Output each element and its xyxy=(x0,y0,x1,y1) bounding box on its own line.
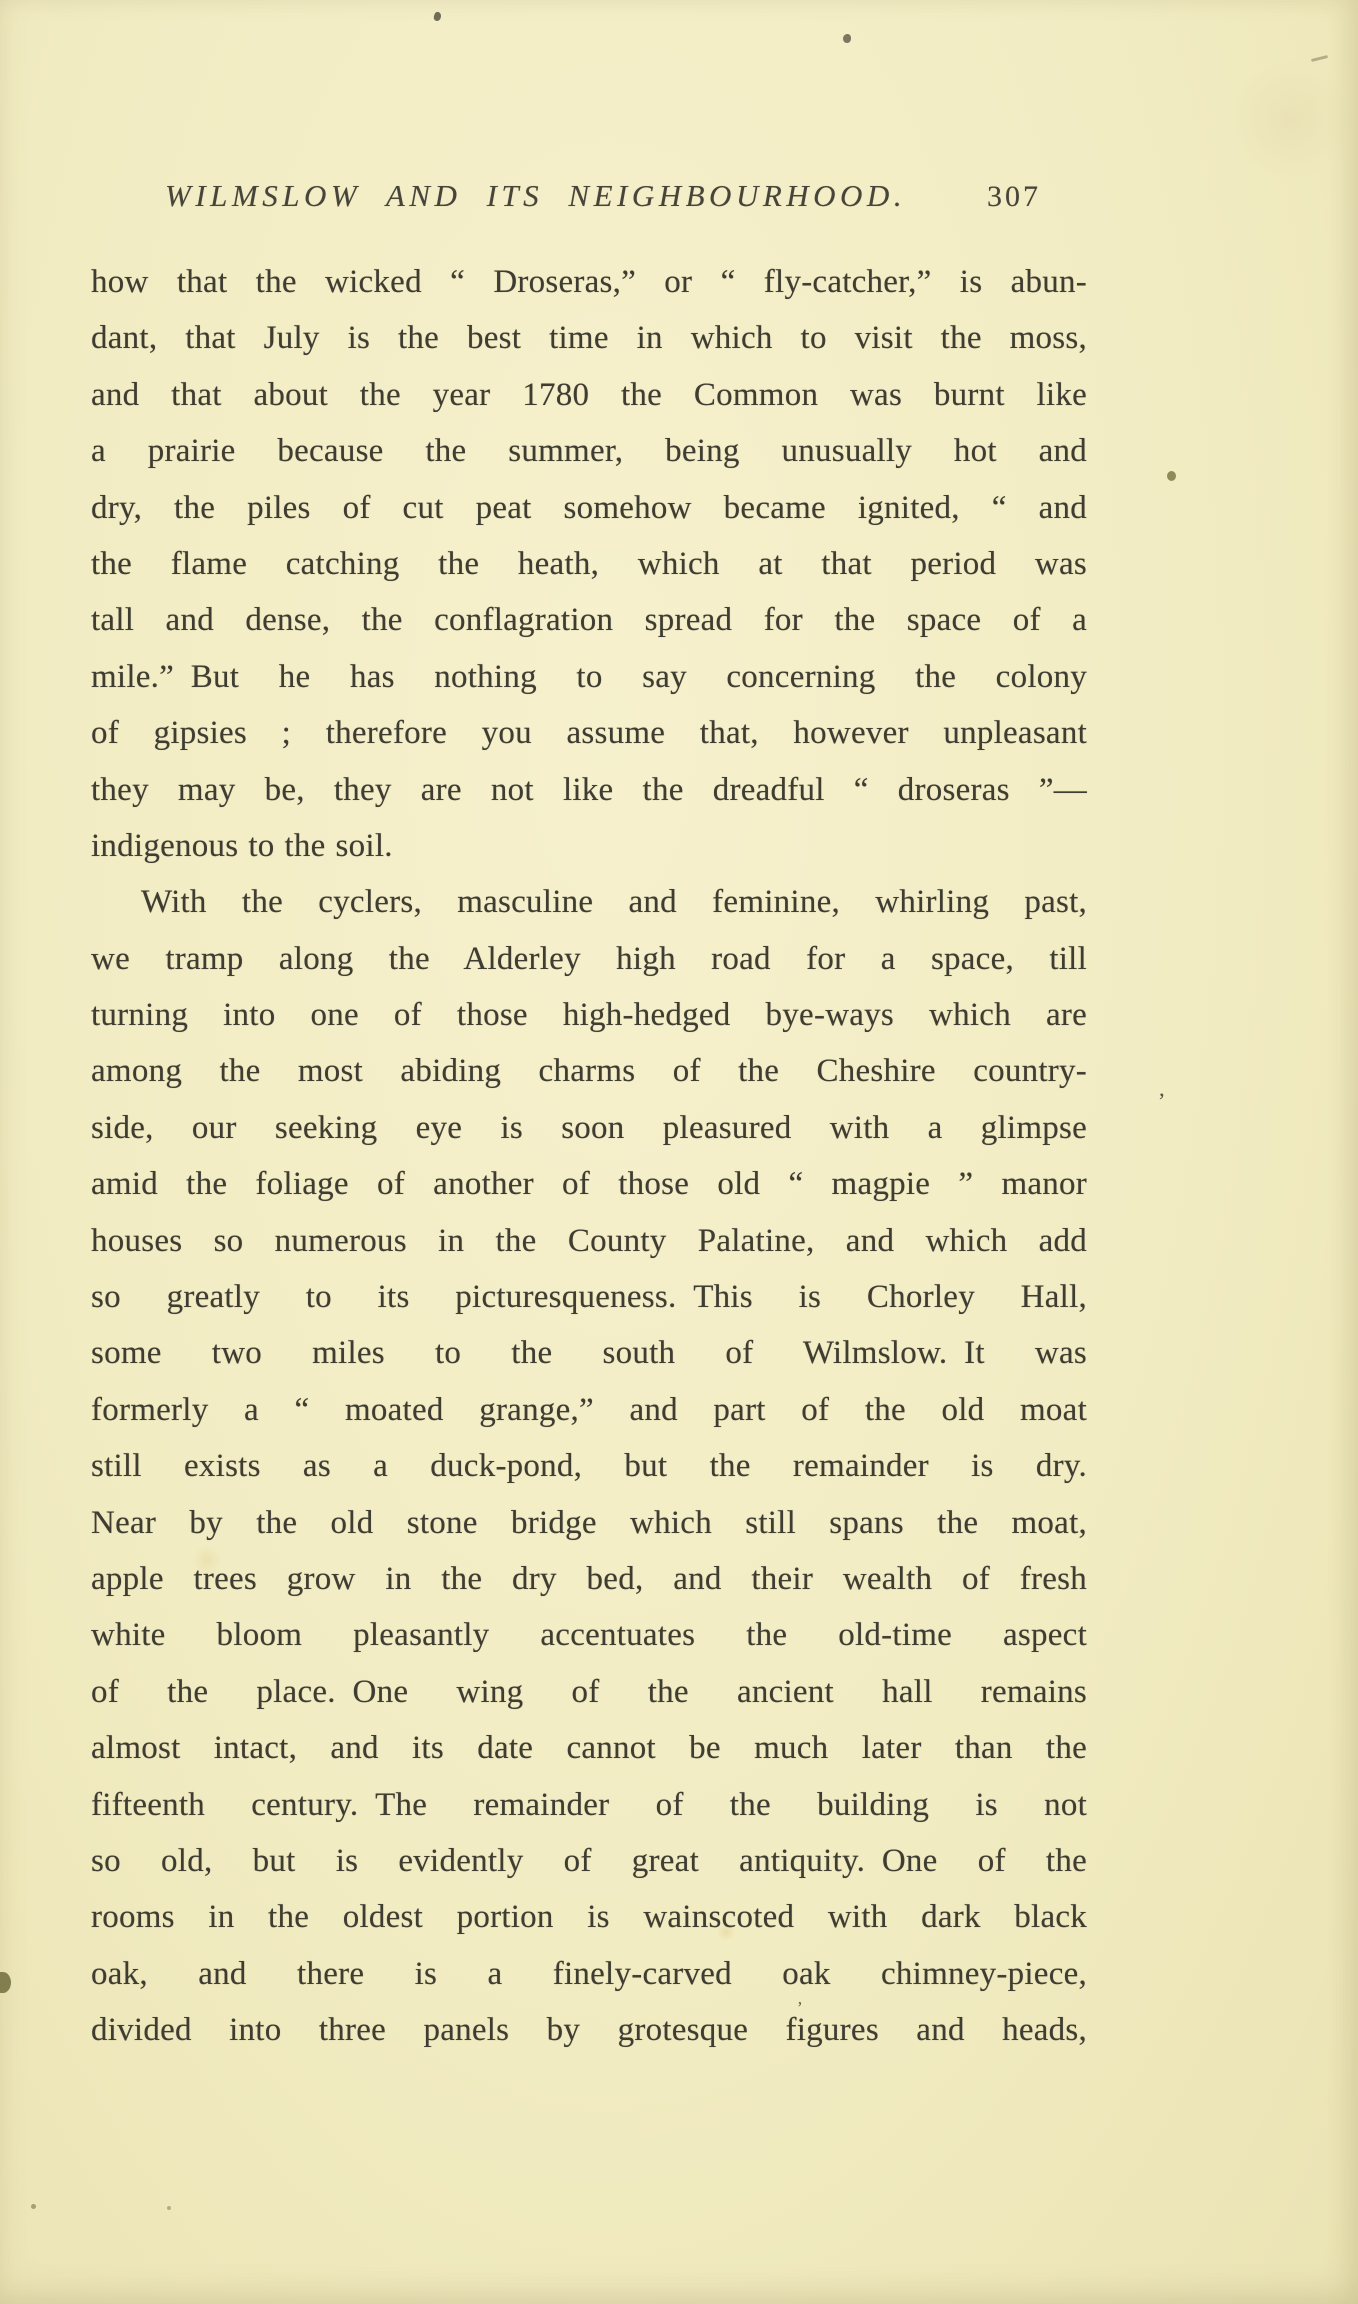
stray-tick-mark: ’ xyxy=(797,1998,803,2017)
stray-quote-mark: ’ xyxy=(1158,1088,1166,1113)
scratch-mark xyxy=(1311,55,1328,62)
text-line: indigenous to the soil. xyxy=(91,827,393,864)
page-number: 307 xyxy=(987,180,1041,213)
ink-speck xyxy=(1167,471,1176,481)
text-line: among the most abiding charms of the Cheshire country- xyxy=(91,1053,1087,1090)
running-header xyxy=(91,178,1087,224)
text-line: houses so numerous in the County Palatine, and which add xyxy=(91,1222,1087,1259)
text-line: apple trees grow in the dry bed, and their wealth of fresh xyxy=(91,1560,1087,1597)
running-header-title: WILMSLOW AND ITS NEIGHBOURHOOD. xyxy=(165,178,907,213)
paragraph xyxy=(91,874,1087,2058)
text-line: still exists as a duck-pond, but the remainder is dry. xyxy=(91,1448,1087,1485)
text-line: tall and dense, the conflagration spread for the space of a xyxy=(91,602,1087,639)
text-line: side, our seeking eye is soon pleasured with a glimpse xyxy=(91,1109,1087,1146)
text-line: the flame catching the heath, which at that period was xyxy=(91,545,1087,582)
text-line: dant, that July is the best time in which to visit the moss, xyxy=(91,320,1087,357)
text-line: a prairie because the summer, being unusually hot and xyxy=(91,433,1087,470)
text-line: divided into three panels by grotesque figures and heads, xyxy=(91,2012,1087,2049)
text-line: With the cyclers, masculine and feminine, whirling past, xyxy=(141,884,1087,921)
text-line: turning into one of those high-hedged bye-ways which are xyxy=(91,997,1087,1034)
text-line: fifteenth century. The remainder of the building is not xyxy=(91,1786,1087,1823)
text-line: how that the wicked “ Droseras,” or “ fly-catcher,” is abun- xyxy=(91,264,1087,300)
text-line: oak, and there is a finely-carved oak chimney-piece, xyxy=(91,1955,1087,1992)
text-line: of the place. One wing of the ancient hall remains xyxy=(91,1673,1087,1710)
ink-speck xyxy=(843,34,851,43)
text-line: formerly a “ moated grange,” and part of the old moat xyxy=(91,1391,1087,1428)
text-line: they may be, they are not like the dreadful “ droseras ”— xyxy=(91,771,1087,808)
text-line: of gipsies ; therefore you assume that, however unpleasant xyxy=(91,715,1087,752)
text-line: white bloom pleasantly accentuates the old-time aspect xyxy=(91,1617,1087,1654)
text-line: mile.” But he has nothing to say concerning the colony xyxy=(91,658,1087,695)
text-line: rooms in the oldest portion is wainscoted with dark black xyxy=(91,1899,1087,1936)
paragraph xyxy=(91,254,1087,874)
ink-speck xyxy=(31,2204,36,2209)
text-line: some two miles to the south of Wilmslow. It was xyxy=(91,1335,1087,1372)
ink-speck xyxy=(433,11,443,22)
body-text xyxy=(91,254,1087,2059)
text-line: Near by the old stone bridge which still spans the moat, xyxy=(91,1504,1087,1541)
text-line: and that about the year 1780 the Common was burnt like xyxy=(91,376,1087,413)
ink-blob-left-margin xyxy=(0,1972,11,1993)
text-line: so greatly to its picturesqueness. This is Chorley Hall, xyxy=(91,1279,1087,1316)
text-line: dry, the piles of cut peat somehow became ignited, “ and xyxy=(91,489,1087,526)
text-line: almost intact, and its date cannot be much later than the xyxy=(91,1730,1087,1767)
text-line: amid the foliage of another of those old “ magpie ” manor xyxy=(91,1166,1087,1203)
text-line: we tramp along the Alderley high road for a space, till xyxy=(91,940,1087,977)
ink-speck xyxy=(167,2206,171,2210)
text-line: so old, but is evidently of great antiquity. One of the xyxy=(91,1842,1087,1879)
